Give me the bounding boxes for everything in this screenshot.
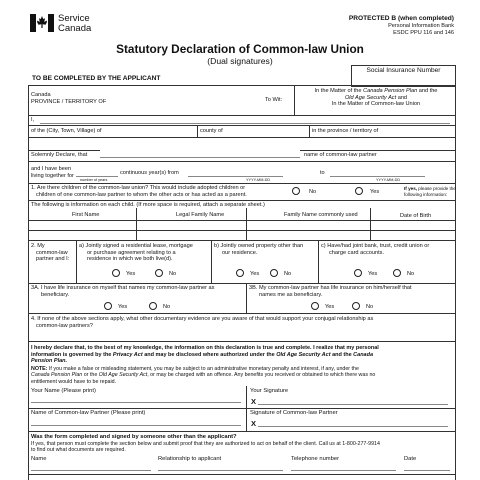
to-wit-label: To Wit: [265,97,283,103]
q2b-text: b) Jointly owned property other than our residence. [214,243,304,256]
i-label: I, [31,117,35,123]
section-applicant: TO BE COMPLETED BY THE APPLICANT [32,75,161,82]
q3a-yes-label: Yes [118,304,128,310]
canada-flag-icon [30,14,54,32]
col-date-of-birth: Date of Birth [400,213,432,219]
q3b-no-label: No [366,304,374,310]
declaration-text: I hereby declare that, to the best of my knowledge, the information on this declaration is true and complete. I realize that my personal information is governed by the Privacy Act and may be disclosed where authorized under the Old Age Security Act and the Canada Pension Plan. [31,345,379,365]
country-label: Canada [31,92,51,98]
city-label: of the (City, Town, Village) of [31,128,102,134]
col-family-name-used: Family Name commonly used [284,212,358,218]
rep-relationship-field[interactable] [158,463,283,471]
q2a-yes-radio[interactable] [112,269,120,277]
q2b-no-label: No [284,271,292,277]
q1-yes-radio[interactable] [355,187,363,195]
years-field[interactable] [76,169,118,177]
date-hint-to: YYYY-MM-DD [376,178,401,182]
children-info: The following is information on each child. (If more space is required, attach a separate sheet.) [31,202,265,208]
someone-else-instructions: If yes, that person must complete the section below and submit proof that they are authorized to act on behalf of the client. Call us at 1-800-277-9914 to find out what documents are required. [31,441,380,454]
q2c-no-radio[interactable] [393,269,401,277]
applicant-name-field[interactable] [40,116,450,124]
your-name-label: Your Name (Please print) [31,388,96,394]
sin-box[interactable] [351,65,456,87]
q2a-no-label: No [169,271,177,277]
rep-name-label: Name [31,456,47,462]
q2b-no-radio[interactable] [270,269,278,277]
q4-evidence-field[interactable] [34,330,450,340]
rep-relationship-label: Relationship to applicant [158,456,222,462]
q3a-yes-radio[interactable] [104,302,112,310]
col-first-name: First Name [72,212,100,218]
rep-name-field[interactable] [31,463,151,471]
q3a-no-label: No [163,304,171,310]
q3b-no-radio[interactable] [352,302,360,310]
province-label: PROVINCE / TERRITORY OF [31,99,107,105]
continuous-label: continuous year(s) from [120,170,179,176]
q4-text: 4. If none of the above sections apply, what other documentary evidence are you aware of that would support your conjugal relationship as common-law partners? [31,316,374,329]
rep-date-field[interactable] [404,463,450,471]
q1-if-yes: If yes, please provide the following information: [404,186,456,197]
province-territory-label: in the province / territory of [312,128,379,134]
q2b-yes-radio[interactable] [236,269,244,277]
partner-signature-field[interactable] [258,419,448,427]
q3a-no-radio[interactable] [149,302,157,310]
q1-yes-label: Yes [370,189,380,195]
q1-no-radio[interactable] [292,187,300,195]
q2a-text: a) Jointly signed a residential lease, mortgage or purchase agreement relating to a residence in which we both live(d). [79,243,193,263]
solemnly-label: Solemnly Declare, that [31,152,88,158]
partner-signature-label: Signature of Common-law Partner [250,410,338,416]
rep-date-label: Date [404,456,417,462]
page-subtitle: (Dual signatures) [207,56,273,66]
q2c-no-label: No [407,271,415,277]
rep-phone-field[interactable] [291,463,396,471]
partner-name-label: name of common-law partner [304,152,377,158]
partner-name-print-label: Name of Common-law Partner (Please print) [31,410,146,416]
your-name-field[interactable] [31,395,241,403]
q1-text: 1. Are there children of the common-law union? This would include adopted children or children of one common-law partner to whom the other acts or has acted as a parent. [31,185,247,198]
sin-label: Social Insurance Number [366,67,441,74]
rep-phone-label: Telephone number [291,456,340,462]
your-signature-x: X [251,397,257,406]
q2-intro: 2. My common-law partner and I: [31,243,70,263]
page-title: Statutory Declaration of Common-law Union [116,42,364,56]
q3b-yes-radio[interactable] [311,302,319,310]
q3a-text: 3A. I have life insurance on myself that names my common-law partner as beneficiary. [31,285,215,298]
date-from-field[interactable] [188,169,283,177]
q2a-yes-label: Yes [126,271,136,277]
q1-no-label: No [309,189,317,195]
declaration-note: NOTE: If you make a false or misleading statement, you may be subject to an administrative monetary penalty and interest, if any, under the Canada Pension Plan or the Old Age Security Act, or may be charged with an offence. Any benefits you received or obtained to which there was no entitlement would have to be repaid. [31,366,376,385]
q2c-yes-label: Yes [368,271,378,277]
county-label: county of [200,128,223,134]
partner-name-field[interactable] [31,418,241,426]
date-to-field[interactable] [330,169,425,177]
partner-signature-x: X [251,419,257,428]
living-label: and I have been living together for [31,166,74,179]
col-legal-family-name: Legal Family Name [176,212,225,218]
protected-label: PROTECTED B (when completed) [348,15,454,22]
q3b-text: 3B. My common-law partner has life insurance on him/herself that names me as beneficiary. [249,285,412,298]
department-name: Service Canada [58,13,92,35]
matter-text: In the Matter of the Canada Pension Plan and the Old Age Security Act and In the Matter of Common-law Union [314,88,438,108]
q2a-no-radio[interactable] [155,269,163,277]
to-label: to [320,170,325,176]
q2b-yes-label: Yes [250,271,260,277]
info-bank: Personal Information Bank ESDC PPU 116 and 146 [388,23,454,36]
years-hint: number of years [80,178,108,182]
your-signature-label: Your Signature [250,388,289,394]
your-signature-field[interactable] [258,397,448,405]
declare-field[interactable] [100,150,300,158]
q2c-text: c) Have/had joint bank, trust, credit union or charge card accounts. [321,243,430,256]
someone-else-question: Was the form completed and signed by someone other than the applicant? [31,434,237,440]
date-hint-from: YYYY-MM-DD [246,178,271,182]
q3b-yes-label: Yes [325,304,335,310]
q2c-yes-radio[interactable] [354,269,362,277]
